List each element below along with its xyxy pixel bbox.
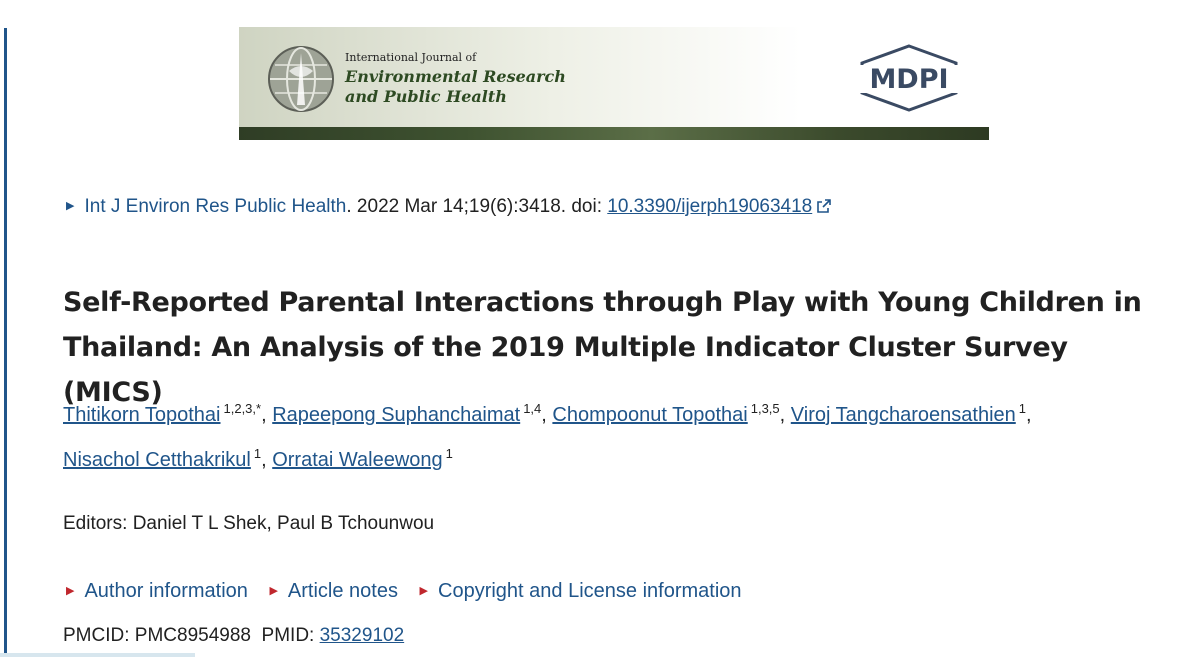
- author-item: Thitikorn Topothai $^{1,2,3,*}$,: [63, 401, 273, 426]
- copyright-license-toggle[interactable]: [420, 580, 742, 602]
- svg-text:MDPI: MDPI: [869, 64, 949, 95]
- author-item: Nisachol Cetthakrikul $^1$,: [63, 446, 273, 471]
- author-affiliation: 1,4: [523, 401, 542, 416]
- author-item: [272, 446, 453, 471]
- external-link-icon[interactable]: [816, 198, 832, 214]
- journal-name-small: International Journal of: [345, 51, 477, 64]
- editors-line: Editors: Daniel T L Shek, Paul B Tchounwou: [63, 513, 435, 534]
- banner-stripe: [239, 127, 989, 140]
- author-affiliation: 1: [445, 446, 453, 461]
- author-link[interactable]: Orratai Waleewong: [272, 449, 443, 471]
- author-affiliation: 1: [1018, 401, 1026, 416]
- mdpi-logo-icon: [856, 43, 962, 113]
- triangle-right-icon: ▶: [66, 200, 75, 212]
- author-link[interactable]: Thitikorn Topothai: [63, 404, 221, 426]
- journal-link[interactable]: Int J Environ Res Public Health: [84, 196, 347, 217]
- author-information-label[interactable]: Author information: [84, 580, 248, 602]
- citation-line: [66, 196, 832, 218]
- article-meta-links: [66, 580, 758, 603]
- author-list: [63, 393, 1178, 483]
- author-affiliation: 1,2,3,*: [223, 401, 262, 416]
- author-affiliation: 1: [253, 446, 262, 461]
- triangle-right-icon: ▶: [419, 585, 429, 597]
- journal-name-line3: and Public Health: [345, 87, 507, 106]
- triangle-right-icon: ▶: [66, 585, 75, 597]
- author-item: Chompoonut Topothai $^{1,3,5}$,: [552, 401, 791, 426]
- pmcid-label: PMCID:: [63, 625, 135, 646]
- triangle-right-icon: ▶: [269, 585, 278, 597]
- copyright-license-label[interactable]: Copyright and License information: [438, 580, 742, 602]
- journal-name: [345, 67, 605, 107]
- author-link[interactable]: Chompoonut Topothai: [552, 404, 748, 426]
- author-link[interactable]: Nisachol Cetthakrikul: [63, 449, 251, 471]
- article-notes-toggle[interactable]: [269, 580, 398, 602]
- pmid-label: PMID:: [261, 625, 320, 646]
- doi-link[interactable]: 10.3390/ijerph19063418: [607, 196, 813, 217]
- pmid-link[interactable]: 35329102: [319, 625, 405, 646]
- author-link[interactable]: Rapeepong Suphanchaimat: [272, 404, 521, 426]
- pmcid-value: PMC8954988: [134, 625, 251, 646]
- author-link[interactable]: Viroj Tangcharoensathien: [790, 404, 1016, 426]
- article-title: Self-Reported Parental Interactions through Play with Young Children in Thailand: An Analysis of the 2019 Multiple Indicator Cluster Survey (MICS): [63, 287, 1142, 408]
- author-item: Viroj Tangcharoensathien $^1$,: [790, 401, 1032, 426]
- author-item: Rapeepong Suphanchaimat $^{1,4}$,: [272, 401, 553, 426]
- author-information-toggle[interactable]: [66, 580, 248, 602]
- article-ids: [63, 625, 404, 647]
- journal-name-line2: Environmental Research: [345, 67, 566, 86]
- journal-banner[interactable]: [239, 27, 989, 140]
- left-accent-rule: [4, 28, 7, 657]
- bottom-scroll-strip: [0, 653, 195, 657]
- author-affiliation: 1,3,5: [750, 401, 780, 416]
- article-notes-label[interactable]: Article notes: [287, 580, 398, 602]
- globe-logo-icon: [267, 45, 335, 113]
- citation-date: . 2022 Mar 14;19(6):3418. doi:: [346, 196, 608, 217]
